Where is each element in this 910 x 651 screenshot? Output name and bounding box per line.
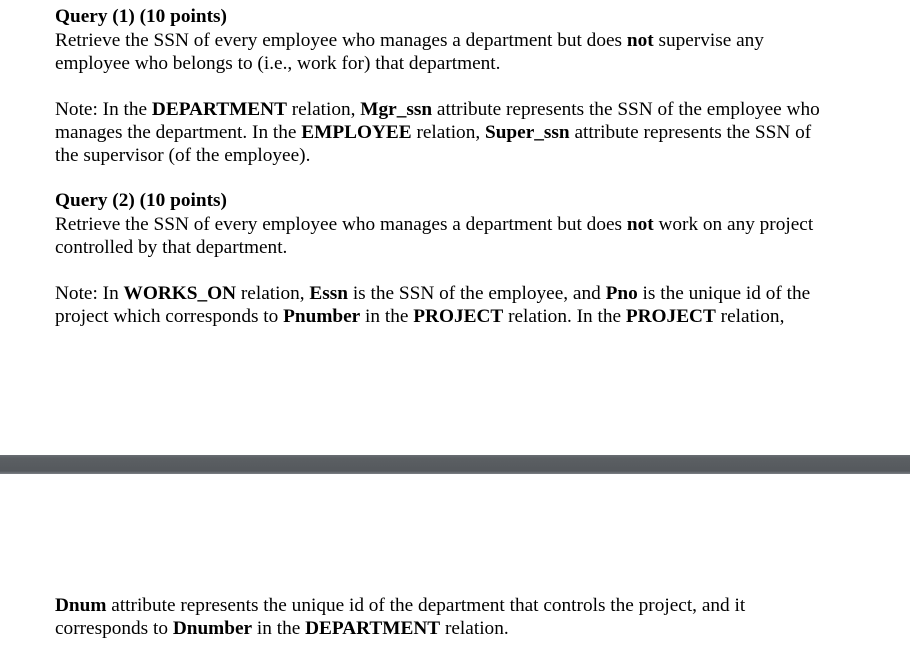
query-2-heading — [55, 189, 875, 212]
text-line: Note: In the DEPARTMENT relation, Mgr_ssn attribute represents the SSN of the employee who — [55, 99, 820, 120]
query-1-heading — [55, 5, 875, 28]
document-page-bottom — [0, 474, 910, 651]
text-line: Dnum attribute represents the unique id of the department that controls the project, and it — [55, 595, 746, 616]
text-line: controlled by that department. — [55, 237, 288, 259]
query-2-description — [55, 213, 875, 259]
text-line: corresponds to Dnumber in the DEPARTMENT relation. — [55, 618, 509, 640]
query-2-title: Query (2) (10 points) — [55, 190, 227, 211]
query-2-note — [55, 282, 875, 328]
query-2-note-continued — [55, 594, 875, 640]
text-line: Retrieve the SSN of every employee who manages a department but does not supervise any — [55, 30, 764, 51]
query-1-title: Query (1) (10 points) — [55, 6, 227, 27]
page-separator — [0, 455, 910, 474]
query-1-description — [55, 29, 875, 75]
text-line: project which corresponds to Pnumber in the PROJECT relation. In the PROJECT relation, — [55, 306, 785, 328]
text-line: employee who belongs to (i.e., work for) that department. — [55, 53, 501, 75]
text-line: Note: In WORKS_ON relation, Essn is the SSN of the employee, and Pno is the unique id of the — [55, 283, 811, 304]
query-1-note — [55, 98, 875, 168]
text-line: manages the department. In the EMPLOYEE relation, Super_ssn attribute represents the SSN of — [55, 122, 812, 144]
text-line: Retrieve the SSN of every employee who manages a department but does not work on any project — [55, 214, 814, 235]
text-line: the supervisor (of the employee). — [55, 145, 311, 167]
